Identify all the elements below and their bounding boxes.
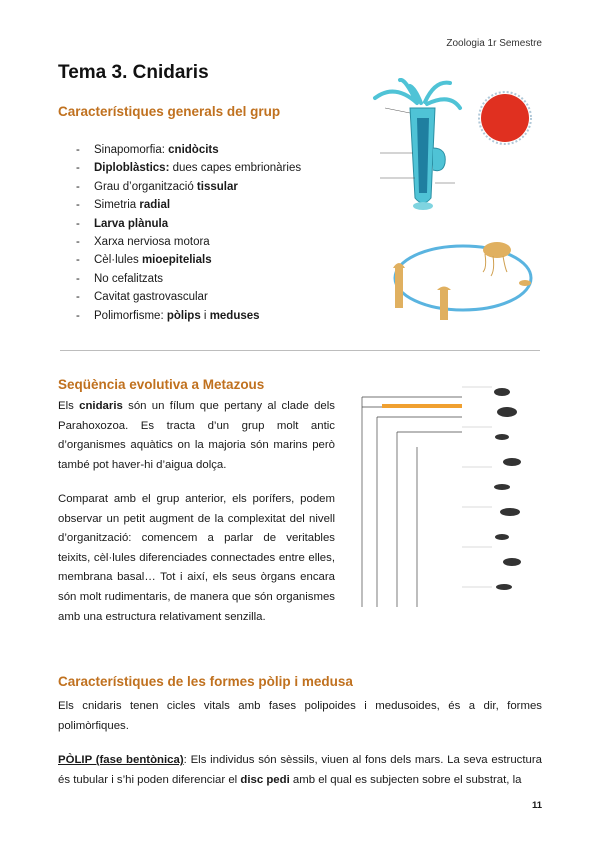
cnidaria-highlight [382, 404, 462, 408]
list-item: - Xarxa nerviosa motora [76, 235, 210, 248]
taxon-silhouettes [494, 388, 521, 590]
list-item: - Polimorfisme: pòlips i meduses [76, 309, 260, 322]
evolution-paragraph-2: Comparat amb el grup anterior, els porífers, podem observar un petit augment de la complexitat del nivell d’organització: comencem a parlar de veritables teixits, cèl·lules diferenciades connectades entre elles, membrana basal… Tot i així, els seus òrgans encara són molt rudimentaris, de manera que són organismes amb una estructura relativament senzilla. [58, 493, 335, 623]
section-heading-characteristics: Característiques generals del grup [58, 104, 281, 119]
list-item: - Grau d’organització tissular [76, 180, 238, 193]
life-cycle-figure [385, 228, 545, 328]
list-item: - Sinapomorfia: cnidòcits [76, 144, 219, 156]
list-item: - Larva plànula [76, 217, 169, 230]
section-heading-evolution: Seqüència evolutiva a Metazous [58, 377, 265, 392]
strobila-stage [437, 287, 451, 321]
list-item: - Cèl·lules mioepitelials [76, 254, 212, 267]
list-item: - Diploblàstics: dues capes embrionàries [76, 162, 302, 175]
phylogeny-tree [362, 397, 462, 607]
life-cycle-ring [395, 246, 531, 310]
cnidocyte-illustration [479, 92, 531, 144]
hydra-illustration [375, 80, 460, 210]
list-item: - Simetria radial [76, 199, 171, 212]
polyp-paragraph: PÒLIP (fase bentònica): Els individus són sèssils, viuen al fons dels mars. La seva estructura és tubular i s’hi poden diferenciar el disc pedi amb el qual es subjecten sobre el substrat, la [58, 754, 543, 786]
hydra-anatomy-figure [355, 78, 550, 228]
evolution-paragraph-1: Els cnidaris són un fílum que pertany al clade dels Parahoxozoa. Es tracta d’un grup molt antic d’organismes aquàtics on la majoria són marins però també pot haver-hi d’aigua dolça. [58, 400, 335, 471]
section-divider [60, 350, 540, 351]
page-number: 11 [531, 800, 542, 811]
ephyra-stage [519, 280, 531, 286]
polyp-label: PÒLIP (fase bentònica) [58, 754, 184, 766]
characteristics-list [76, 141, 301, 325]
list-item: - No cefalitzats [76, 272, 164, 285]
medusa-stage [483, 242, 511, 276]
taxon-rows [462, 387, 492, 587]
list-item: - Cavitat gastrovascular [76, 291, 208, 304]
page-title: Tema 3. Cnidaris [58, 62, 209, 83]
metazoa-phylogeny-figure [342, 377, 542, 617]
section-heading-polyp-medusa: Característiques de les formes pòlip i medusa [58, 674, 353, 689]
polyp-stage [393, 263, 405, 308]
polymorphism-paragraph: Els cnidaris tenen cicles vitals amb fases polipoides i medusoides, és a dir, formes polimòrfiques. [58, 700, 542, 732]
course-header: Zoologia 1r Semestre [446, 38, 542, 49]
